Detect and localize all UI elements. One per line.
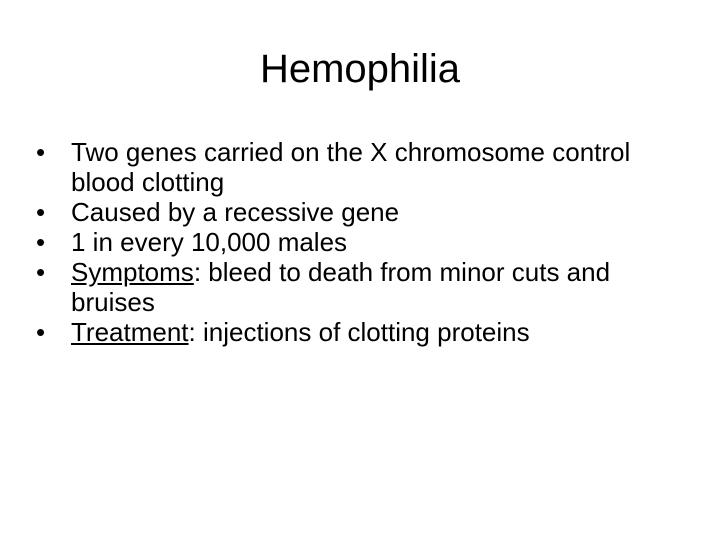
bullet-marker: • xyxy=(36,137,46,167)
bullet-text: Two genes carried on the X chromosome control blood clotting xyxy=(71,137,631,197)
bullet-label-separator: : xyxy=(188,317,196,347)
bullet-text: bleed to death from minor cuts and bruises xyxy=(71,257,611,317)
bullet-item-frequency xyxy=(36,227,686,257)
slide-title: Hemophilia xyxy=(259,47,461,91)
bullet-text: Caused by a recessive gene xyxy=(71,197,400,227)
bullet-marker: • xyxy=(36,227,46,257)
bullet-item-cause xyxy=(36,197,686,227)
bullet-item-treatment xyxy=(36,317,686,347)
bullet-item-symptoms xyxy=(36,257,686,317)
bullet-text: injections of clotting proteins xyxy=(195,317,530,347)
bullet-item-genes xyxy=(36,137,686,197)
bullet-label-treatment: Treatment xyxy=(71,317,189,347)
bullet-label-separator: : xyxy=(193,257,202,287)
bullet-label-symptoms: Symptoms xyxy=(71,257,194,287)
bullet-text: 1 in every 10,000 males xyxy=(71,227,348,257)
bullet-list xyxy=(36,137,686,347)
bullet-marker: • xyxy=(36,257,46,287)
bullet-marker: • xyxy=(36,197,46,227)
bullet-marker: • xyxy=(36,317,46,347)
